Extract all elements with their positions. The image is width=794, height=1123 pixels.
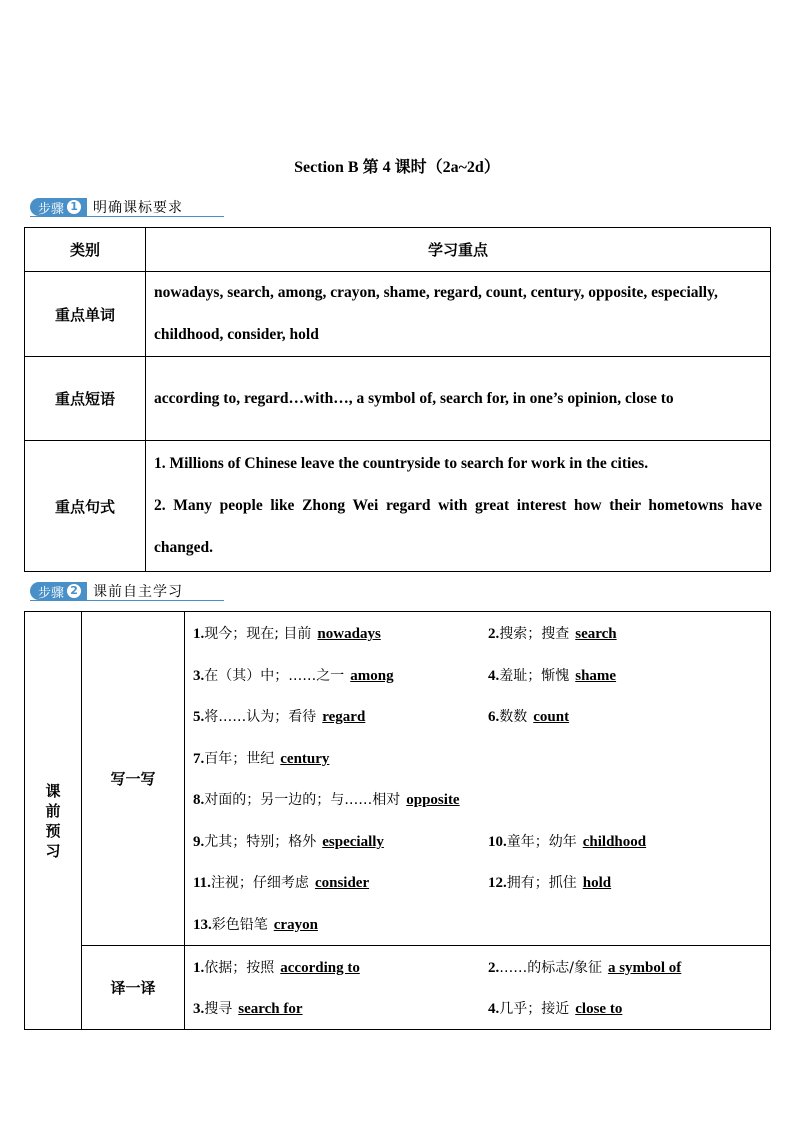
item-number: 6. — [488, 709, 500, 726]
item-meaning: 依据；按照 — [204, 959, 275, 976]
item-meaning: 注视；仔细考虑 — [210, 875, 309, 892]
item-meaning: 百年；世纪 — [204, 750, 275, 767]
sentence-1: 1. Millions of Chinese leave the countryside to search for work in the cities. — [154, 455, 649, 472]
vocab-item — [193, 831, 488, 851]
vocab-item — [193, 998, 488, 1018]
header-category: 类别 — [25, 228, 146, 272]
item-meaning: ……的标志/象征 — [499, 959, 602, 976]
item-number: 4. — [488, 1001, 500, 1018]
item-number: 12. — [488, 875, 507, 892]
step-1-header — [30, 197, 183, 217]
item-number: 3. — [193, 1001, 205, 1018]
item-answer: shame — [575, 667, 617, 684]
item-meaning: 几乎；接近 — [499, 1001, 570, 1018]
item-meaning: 拥有；抓住 — [506, 875, 577, 892]
item-meaning: 将……认为；看待 — [204, 709, 317, 726]
item-meaning: 搜寻 — [204, 1001, 233, 1018]
vocab-item — [488, 998, 622, 1018]
write-items — [185, 612, 771, 946]
preview-table — [24, 611, 771, 1030]
header-focus: 学习重点 — [146, 228, 771, 272]
write-section-row — [25, 612, 771, 946]
vocab-row — [193, 654, 762, 696]
vocab-row — [193, 737, 762, 779]
item-meaning: 搜索；搜查 — [499, 626, 570, 643]
vocab-row — [193, 862, 762, 904]
table-header-row — [25, 228, 771, 272]
row-category: 重点句式 — [25, 441, 146, 572]
vocab-item — [193, 706, 488, 726]
item-answer: consider — [314, 875, 370, 892]
vocab-item — [193, 748, 329, 768]
item-meaning: 现今；现在; 目前 — [204, 626, 312, 643]
item-number: 4. — [488, 667, 500, 684]
item-number: 8. — [193, 792, 205, 809]
item-answer: count — [533, 709, 570, 726]
translate-items — [185, 946, 771, 1030]
step-2-badge — [30, 582, 87, 600]
step-2-underline — [30, 600, 224, 601]
step-1-badge — [30, 198, 87, 216]
vocab-item — [488, 957, 681, 977]
row-content — [146, 441, 771, 572]
translate-section-row — [25, 946, 771, 1030]
item-meaning: 在（其）中；……之一 — [204, 667, 345, 684]
item-answer: crayon — [273, 916, 318, 933]
vocab-item — [488, 872, 611, 892]
vocab-row — [193, 613, 762, 655]
item-answer: childhood — [582, 833, 647, 850]
step-1-number: 1 — [67, 200, 81, 214]
vocab-item — [193, 789, 460, 809]
item-answer: according to — [280, 959, 360, 976]
item-number: 5. — [193, 709, 205, 726]
translate-label: 译一译 — [82, 946, 185, 1030]
step-1-title: 明确课标要求 — [93, 200, 184, 216]
step-2-title: 课前自主学习 — [93, 584, 184, 600]
item-number: 7. — [193, 750, 205, 767]
item-answer: among — [350, 667, 394, 684]
vocab-item — [488, 665, 616, 685]
item-meaning: 彩色铅笔 — [211, 916, 268, 933]
table-row — [25, 357, 771, 441]
page-title: Section B 第 4 课时（2a~2d） — [294, 159, 500, 176]
row-content: according to, regard…with…, a symbol of, search for, in one’s opinion, close to — [146, 357, 771, 441]
item-answer: nowadays — [317, 626, 381, 643]
vocab-row — [193, 696, 762, 738]
step-2-number: 2 — [67, 584, 81, 598]
item-answer: search — [575, 626, 617, 643]
vocab-item — [488, 831, 646, 851]
item-number: 13. — [193, 916, 212, 933]
item-answer: search for — [238, 1001, 303, 1018]
step-1-label: 步骤 — [38, 201, 65, 217]
item-number: 11. — [193, 875, 211, 892]
vocab-item — [193, 623, 488, 643]
vocab-item — [488, 706, 569, 726]
item-meaning: 对面的；另一边的；与……相对 — [204, 792, 401, 809]
vocab-item — [193, 872, 488, 892]
key-points-table — [24, 227, 771, 572]
item-answer: hold — [582, 875, 612, 892]
sentence-2: 2. Many people like Zhong Wei regard with great interest how their hometowns have changed. — [154, 497, 762, 556]
vocab-item — [193, 957, 488, 977]
item-number: 2. — [488, 626, 500, 643]
item-number: 10. — [488, 833, 507, 850]
vocab-row — [193, 779, 762, 821]
vocab-row — [193, 903, 762, 945]
step-2-header — [30, 581, 183, 601]
item-number: 1. — [193, 626, 205, 643]
item-answer: century — [280, 750, 330, 767]
row-category: 重点单词 — [25, 272, 146, 357]
table-row — [25, 441, 771, 572]
item-meaning: 数数 — [499, 709, 528, 726]
item-answer: opposite — [406, 792, 460, 809]
item-answer: a symbol of — [607, 959, 682, 976]
item-number: 2. — [488, 959, 500, 976]
vocab-item — [193, 914, 318, 934]
item-number: 3. — [193, 667, 205, 684]
item-meaning: 羞耻；惭愧 — [499, 667, 570, 684]
row-category: 重点短语 — [25, 357, 146, 441]
item-answer: close to — [575, 1001, 623, 1018]
vocab-row — [193, 820, 762, 862]
table-row — [25, 272, 771, 357]
step-2-label: 步骤 — [38, 585, 65, 601]
step-1-underline — [30, 216, 224, 217]
section-label: 课前预习 — [25, 612, 82, 1030]
item-answer: especially — [322, 833, 384, 850]
item-meaning: 尤其；特别；格外 — [204, 833, 317, 850]
write-label: 写一写 — [82, 612, 185, 946]
row-content: nowadays, search, among, crayon, shame, regard, count, century, opposite, especially, childhood, consider, hold — [146, 272, 771, 357]
item-answer: regard — [322, 709, 366, 726]
vocab-row — [193, 946, 762, 988]
item-number: 1. — [193, 959, 205, 976]
vocab-item — [193, 665, 488, 685]
item-number: 9. — [193, 833, 205, 850]
vocab-row — [193, 988, 762, 1030]
vocab-item — [488, 623, 617, 643]
item-meaning: 童年；幼年 — [506, 833, 577, 850]
